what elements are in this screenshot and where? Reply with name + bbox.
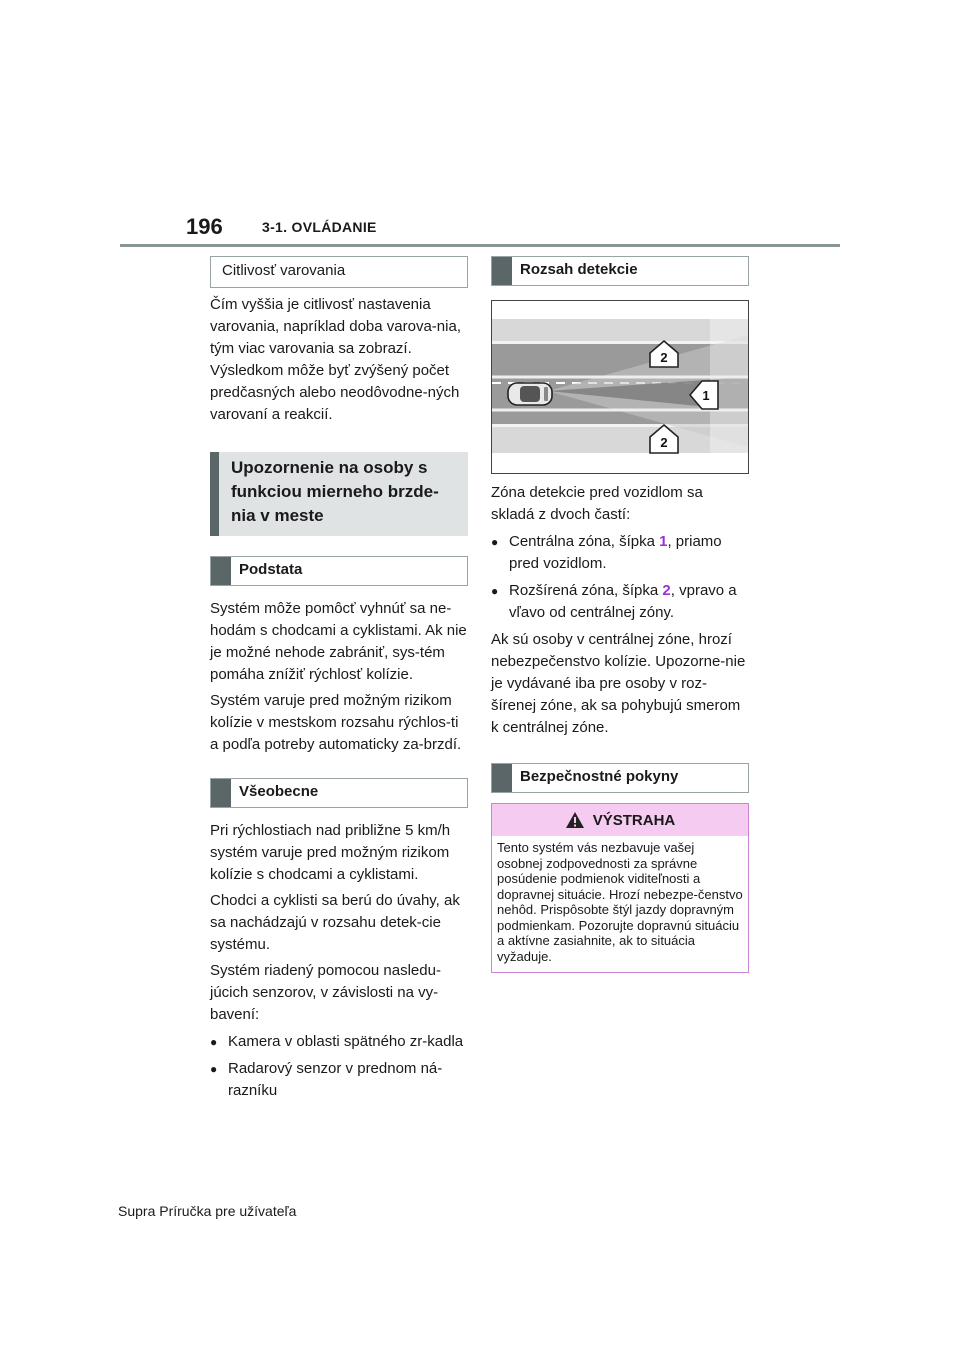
detection-heading-box bbox=[491, 256, 749, 286]
detection-heading: Rozsah detekcie bbox=[520, 261, 638, 278]
warning-box bbox=[491, 803, 749, 973]
zone-text: Ak sú osoby v centrálnej zóne, hrozí nebezpečenstvo kolízie. Upozorne-nie je vydávané iba pre osoby v roz-šírenej zóne, ak sa pohybujú smerom k centrálnej zóne. bbox=[491, 631, 746, 736]
warning-header bbox=[492, 804, 748, 836]
page-number: 196 bbox=[186, 214, 223, 239]
principle-paragraph-1: Systém môže pomôcť vyhnúť sa ne-hodám s chodcami a cyklistami. Ak nie je možné nehode zabrániť, sys-tém pomáha znížiť rýchlosť kolízie. bbox=[210, 600, 467, 683]
arrow-label-side-top: 2 bbox=[660, 350, 668, 365]
detection-range-figure bbox=[491, 300, 749, 474]
principle-paragraph-2: Systém varuje pred možným rizikom kolízie v mestskom rozsahu rýchlos-ti a podľa potreby automaticky za-brzdí. bbox=[210, 692, 462, 753]
footer-text: Supra Príručka pre užívateľa bbox=[118, 1203, 297, 1219]
safety-heading-box bbox=[491, 763, 749, 793]
section-title: 3-1. OVLÁDANIE bbox=[262, 219, 377, 235]
list-item: ● Radarový senzor v prednom ná-razníku bbox=[210, 1058, 468, 1102]
zone-list bbox=[491, 531, 749, 624]
general-paragraph-1: Pri rýchlostiach nad približne 5 km/h systém varuje pred možným rizikom kolízie s chodcami a cyklistami. bbox=[210, 822, 451, 883]
main-heading-box bbox=[210, 452, 468, 536]
list-item: ● Kamera v oblasti spätného zr-kadla bbox=[210, 1031, 468, 1053]
sensitivity-label: Citlivosť varovania bbox=[222, 262, 346, 279]
sensor-list bbox=[210, 1031, 468, 1102]
main-heading: Upozornenie na osoby s funkciou mierneho brzde-nia v meste bbox=[231, 458, 439, 525]
arrow-number: 1 bbox=[659, 533, 668, 550]
sensitivity-text: Čím vyššia je citlivosť nastavenia varovania, napríklad doba varova-nia, tým viac varovania sa zobrazí. Výsledkom môže byť zvýšený počet predčasných alebo neodôvodne-ných varovaní a reakcií. bbox=[210, 296, 461, 423]
list-item: ● Rozšírená zóna, šípka 2, vpravo a vľavo od centrálnej zóny. bbox=[491, 580, 749, 624]
warning-text: Tento systém vás nezbavuje vašej osobnej zodpovednosti za správne posúdenie podmienok viditeľnosti a dopravnej situácie. Hrozí nebezpe-čenstvo nehôd. Prispôsobte štýl jazdy dopravným podmienkam. Pozorujte dopravnú situáciu a aktívne zasiahnite, ak to situácia vyžaduje. bbox=[497, 840, 743, 964]
general-paragraph-2: Chodci a cyklisti sa berú do úvahy, ak sa nachádzajú v rozsahu detek-cie systému. bbox=[210, 892, 460, 953]
header-divider bbox=[120, 244, 840, 247]
list-item: ● Centrálna zóna, šípka 1, priamo pred vozidlom. bbox=[491, 531, 749, 575]
zone-intro: Zóna detekcie pred vozidlom sa skladá z dvoch častí: bbox=[491, 484, 703, 523]
detection-diagram bbox=[492, 301, 748, 473]
general-heading-box bbox=[210, 778, 468, 808]
warning-title: VÝSTRAHA bbox=[592, 811, 676, 829]
safety-heading: Bezpečnostné pokyny bbox=[520, 768, 679, 785]
arrow-number: 2 bbox=[662, 582, 671, 599]
car-icon bbox=[508, 383, 552, 405]
arrow-label-center: 1 bbox=[702, 388, 710, 403]
principle-heading-box bbox=[210, 556, 468, 586]
arrow-label-side-bottom: 2 bbox=[660, 435, 668, 450]
general-paragraph-3: Systém riadený pomocou nasledu-júcich senzorov, v závislosti na vy-bavení: bbox=[210, 962, 441, 1023]
warning-triangle-icon bbox=[565, 811, 585, 829]
principle-heading: Podstata bbox=[239, 561, 303, 578]
sensitivity-label-box bbox=[210, 256, 468, 288]
right-column bbox=[491, 256, 749, 973]
general-heading: Všeobecne bbox=[239, 783, 319, 800]
left-column bbox=[210, 256, 468, 1107]
